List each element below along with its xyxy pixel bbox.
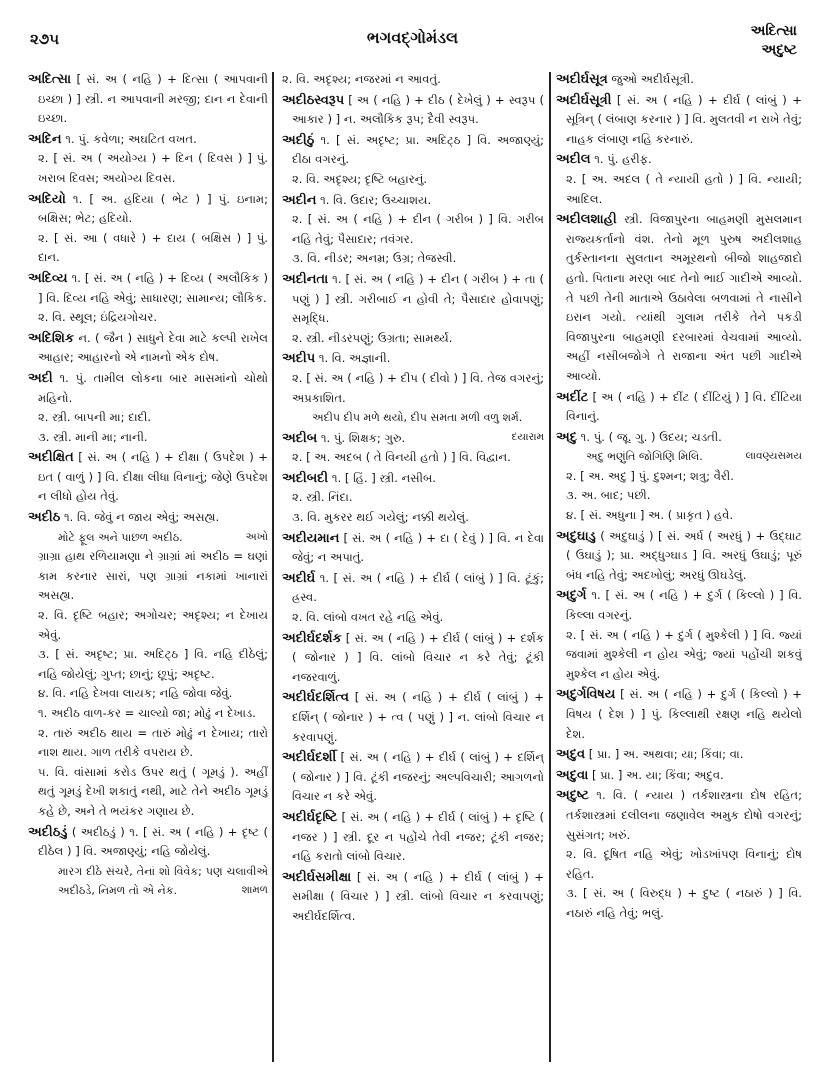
sense — [282, 349, 544, 369]
headword: અદુર્ગવિષય — [556, 687, 616, 703]
dictionary-entry — [28, 369, 268, 447]
sense — [282, 488, 544, 508]
dictionary-entry — [282, 529, 544, 568]
sense — [556, 745, 802, 765]
guide-word-last: અદુષ્ટ — [761, 42, 797, 58]
dictionary-entry — [556, 527, 802, 586]
dictionary-entry — [282, 70, 544, 90]
sense — [556, 527, 802, 586]
sense-text: ૧. [ હિં. ] સ્ત્રી. નસીબ. — [331, 470, 436, 485]
dictionary-entry — [556, 786, 802, 923]
sense-text: ૧. [ અ. હદિયા ( ભેટ ) ] પું. ઇનામ; બક્ષિસ; ભેટ; હદિયો. — [38, 191, 268, 226]
sense-text: [ પ્રા. ] અ. અથવા; યા; કિંવા; વા. — [588, 747, 744, 762]
sense-text: ૨. [ સં. અ ( અયોગ્ય ) + દિન ( દિવસ ) ] પું. ખરાબ દિવસ; અયોગ્ય દિવસ. — [38, 151, 268, 185]
dictionary-entry — [556, 766, 802, 786]
sense-text: મારગ દીઠે સંચરે, તેનાં શો વિવેક; પણ ચલાવીએ અદીઠડે, નિમળ તો એ નેક. — [58, 864, 268, 898]
sense-text: ૧. [ સં. અ ( નહિ ) + દીર્ઘ ( લાંબું ) ] વિ. ટૂંકું; હ્રસ્વ. — [292, 570, 544, 605]
sense — [28, 724, 268, 763]
sense-text: ૧. [ સં. અ ( નહિ ) + દુર્ગ ( કિલ્લો ) ] વિ. કિલ્લા વગરનું. — [566, 588, 802, 623]
sense — [556, 70, 802, 90]
headword: અદીર્ઘસૂત્ર — [556, 72, 608, 87]
column-divider — [549, 72, 551, 1062]
sense — [28, 448, 268, 507]
headword: અદીનતા — [282, 271, 329, 287]
sense-text: ૧. [ સં. અ ( નહિ ) + દિવ્ય ( અલૌકિક ) ] વિ. દિવ્ય નહિ એવું; સાધારણ; સામાન્ય; લૌકિક. — [38, 270, 268, 305]
sense-text: ૧. વિ. ( ન્યાય ) તર્કશાસ્ત્રના દોષ રહિત; તર્કશાસ્ત્રમાં દલીલના જણાવેલ અમુક દોષો વગરનું; સુસંગત; ખરું. — [566, 788, 802, 842]
sense — [28, 704, 268, 724]
sense-text: ૧. [ સં. અદૃષ્ટ; પ્રા. અદિટ્ઠ ] વિ. અજાણ્યું; દીઠા વગરનું. — [292, 132, 544, 167]
sense-text: અદુ ભણુંતિ જોગિણિ મિલિ. — [586, 450, 703, 464]
headword: અદીપ — [282, 351, 316, 367]
sense — [556, 786, 802, 845]
sense-text: ૩. [ સં. અદૃષ્ટ; પ્રા. અદિટ્ઠ ] વિ. નહિ દીઠેલું; નહિ જોયેલું; ગુપ્ત; છાનું; છૂપું; અદૃષ્ટ. — [38, 647, 268, 681]
sense — [28, 428, 268, 448]
column-middle — [282, 70, 544, 1065]
sense-text: ૧. પું. શિક્ષક; ગુરુ. — [320, 430, 406, 445]
headword: અદીબ — [282, 430, 318, 446]
sense-text: ૨. [ અ. અદુ ] પું. દુશ્મન; શત્રુ; વૈરી. — [566, 468, 734, 483]
sense — [556, 586, 802, 625]
sense — [28, 130, 268, 150]
sense — [556, 685, 802, 744]
sense — [556, 170, 802, 209]
sense-text: [ સં. અ ( નહિ ) + દીર્ઘ ( લાંબું ) + દર્શિન્ ( જોનાર ) + ત્વ ( પણું ) ] ન. લાંબો વિચાર ન કરવાપણું. — [292, 690, 544, 744]
sense — [28, 269, 268, 308]
sense-text: ૩. [ સં. અ ( વિરુદ્ધ ) + દુષ્ટ ( નઠારું ) ] વિ. નઠારું નહિ તેવું; ભલું. — [566, 886, 802, 920]
dictionary-entry — [556, 428, 802, 526]
headword: અદિવ્ય — [28, 270, 68, 286]
dictionary-entry — [28, 508, 268, 822]
sense-text: ૨. સ્ત્રી. નીડરપણું; ઉગ્રતા; સામર્થ્ય. — [292, 330, 453, 345]
sense-text: ૫. વિ. વાંસામાં કરોડ ઉપર થતું ( ગૂમડું ). અહીં થતું ગૂમડું દેખી શકાતું નથી, માટે તેને અદીઠ ગૂમડું કહે છે, અને તે ભયંકર ગણાય છે. — [38, 764, 268, 818]
guide-word-first: અદિત્સા — [750, 23, 797, 39]
sense — [282, 808, 544, 867]
sense — [282, 329, 544, 349]
sense-text: મોટે ફૂલ અને પાછળ અદીઠ. — [58, 530, 183, 544]
headword: અદીબદી — [282, 470, 329, 486]
headword: અદુવ — [556, 747, 586, 763]
headword: અદીઠડું — [28, 824, 68, 840]
sense-text: ( અદુઘાડું ) [ સં. અર્ધ ( અરધું ) + ઉદ્‌ઘાટ ( ઉઘાડું ); પ્રા. અદ્ધુગ્ઘાડ ] વિ. અરધું ઉઘાડું; પૂરું બંધ નહિ તેવું; અદખોલું; અરધું ઊઘડેલું. — [566, 528, 802, 582]
sense-text: [ સં. અ ( નહિ ) + દીક્ષા ( ઉપદેશ ) + ઇત ( વાળું ) ] વિ. દીક્ષા લીધા વિનાનું; જેણે ઉપદેશ ન લીધો હોય તેવું. — [38, 450, 268, 504]
dictionary-entry — [556, 70, 802, 90]
quote-attribution: લાવણ્યસમય — [745, 450, 802, 463]
headword: અદીયમાન — [282, 530, 340, 546]
headword: અદીર્ઘદર્શિત્વ — [282, 690, 349, 706]
headword: અદિશિક — [28, 330, 75, 346]
sense — [556, 486, 802, 506]
sense-text: [ સં. અ ( નહિ ) + દીર્ઘ ( લાંબું ) + દર્શિન્ ( જોનાર ) ] વિ. ટૂંકી નજરનું; અલ્પવિચારી; આગળનો વિચાર ન કરે એવું. — [292, 750, 544, 804]
headword: અદીર્ઘ — [282, 570, 316, 586]
sense — [282, 170, 544, 190]
sense-text: ૨. વિ. દૃષ્ટિ બહાર; અગોચર; અદૃશ્ય; ન દેખાય એવું. — [38, 608, 268, 642]
dictionary-entry — [282, 748, 544, 807]
dictionary-entry — [28, 70, 268, 129]
sense-text: ૪. વિ. નહિ દેખવા લાયક; નહિ જોવા જેવું. — [38, 686, 233, 701]
sense-text: [ સં. અ ( નહિ ) + દીર્ઘ ( લાંબું ) + દર્શક ( જોનાર ) ] વિ. લાંબો વિચાર ન કરે તેવું; ટૂંકી નજરવાળું. — [292, 630, 544, 684]
sense-text: ૧. વિ. અજ્ઞાની. — [318, 351, 391, 366]
sense — [556, 428, 802, 448]
headword: અદિન — [28, 131, 62, 147]
sense-text: ૨. વિ. લાંબો વખત રહે નહિ એવું. — [292, 610, 444, 625]
headword: અદુ — [556, 429, 577, 445]
column-divider — [272, 72, 274, 1062]
sense — [282, 868, 544, 927]
guide-words — [751, 22, 797, 60]
dictionary-entry — [28, 329, 268, 368]
sense — [28, 684, 268, 704]
page-header — [0, 18, 825, 68]
sense — [28, 190, 268, 229]
sense — [28, 329, 268, 368]
sense-text: ૪. [ સં. અધુના ] અ. ( પ્રાકૃત ) હવે. — [566, 508, 734, 523]
dictionary-entry — [282, 91, 544, 130]
sense — [282, 508, 544, 528]
dictionary-entry — [556, 388, 802, 427]
sense-text: ૨. વિ. અદૃશ્ય; દૃષ્ટિ બહારનું. — [292, 171, 428, 186]
dictionary-entry — [556, 150, 802, 209]
dictionary-entry — [556, 685, 802, 744]
sense-text: ૨. વિ. સ્થૂલ; ઇંદ્રિયગોચર. — [38, 310, 158, 325]
sense — [282, 529, 544, 568]
sense-text: ૨. [ સં. અ ( નહિ ) + દુર્ગ ( મુશ્કેલી ) ] વિ. જ્યાં જવામાં મુશ્કેલી ન હોય એવું; જ્યાં પહોંચી શકવું મુશ્કેલ ન હોય એવું. — [566, 627, 802, 681]
sense — [282, 191, 544, 211]
dictionary-entry — [282, 131, 544, 190]
sense — [282, 70, 544, 90]
dictionary-entry — [28, 130, 268, 189]
sense-text: ૧. [ સં. અ ( નહિ ) + દીન ( ગરીબ ) + તા ( પણું ) ] સ્ત્રી. ગરીબાઈ ન હોવી તે; પૈસાદાર હોવાપણું; સમૃદ્ધિ. — [292, 271, 544, 326]
sense — [556, 626, 802, 685]
sense — [282, 249, 544, 269]
sense-text: ૧. વિ. જેવું ન જાય એવું; અસહ્ય. — [63, 510, 220, 525]
page-number: ૨૭૫ — [30, 30, 60, 48]
sense — [28, 606, 268, 645]
sense — [28, 369, 268, 408]
sense-text: અદીપ દીપ મળે થયો, દીપ સમતા મળી વળુ શર્મ. — [312, 411, 523, 425]
sense-text: સ્ત્રી. વિજાપુરના બાહમણી મુસલમાન રાજ્યકર્તાનો વંશ. તેનો મૂળ પુરુષ અદીલશાહ તુર્કસ્તાનના સુલતાન અમૂરથનો બીજો શાહજાદો હતો. પિતાના મરણ બાદ તેનો ભાઈ ગાદીએ આવ્યો. તે પછી તેની માતાએ ઉઠાવેલા બળવામાં તે નાસીને ઇરાન ગયો. ત્યાંથી ગુલામ તરીકે તેને પકડી વિજાપુરના બાહમણી દરબારમાં વેચવામાં આવ્યો. અહીં નસીબજોગે તે રાજાના અંત પછી ગાદીએ આવ્યો. — [566, 212, 802, 383]
sense-text: જુઓ અદીર્ઘસૂત્રી. — [611, 72, 694, 86]
headword: અદુવા — [556, 767, 589, 783]
headword: અદીંટ — [556, 389, 589, 405]
sense-text: ગ્રાગ્રા હાથ રળિયામણા ને ગ્રાગ્રાં માં અદીઠ = ઘણાં કામ કરનાર સારાં, પણ ગ્રાગ્રાં નકામાં ખાનારાં અસહ્ય. — [38, 549, 268, 603]
sense — [556, 467, 802, 487]
book-title: ભગવદ્‌ગોમંડલ — [366, 28, 459, 47]
sense-text: ૨. [ અ. અદલ ( તે ન્યાયી હતો ) ] વિ. ન્યાયી; આદિલ. — [566, 171, 802, 206]
sense-text: ૨. તારું અદીઠ થાય = તારું મોઢું ન દેખાય; તારો નાશ થાય. ગાળ તરીકે વપરાય છે. — [38, 725, 268, 760]
sense-text: ૨. વિ. અદૃશ્ય; નજરમાં ન આવતું. — [282, 72, 441, 86]
headword: અદીન — [282, 192, 317, 208]
headword: અદીઠ — [28, 510, 61, 526]
sense — [28, 229, 268, 268]
sense — [556, 766, 802, 786]
sense — [282, 629, 544, 688]
sense-text: ૨. સ્ત્રી. નિંદા. — [292, 490, 353, 505]
sense-text: ન. ( જૈન ) સાધુને દેવા માટે કલ્પી રાખેલ આહાર; આહારનો એ નામનો એક દોષ. — [38, 330, 268, 365]
sense-text: ૩. અ. બાદ; પછી. — [566, 488, 651, 503]
sense-text: ૧. વિ. ઉદાર; ઉચ્ચાશય. — [320, 192, 432, 207]
headword: અદીર્ઘદૃષ્ટિ — [282, 809, 338, 825]
sense-text: ૧. પું. કવેળા; અઘટિત વખત. — [65, 131, 197, 146]
headword: અદીર્ઘસૂત્રી — [556, 92, 612, 108]
sense — [282, 608, 544, 628]
dictionary-entry — [282, 469, 544, 528]
sense — [556, 91, 802, 150]
sense-text: [ સં. અ ( નહિ ) + દીર્ઘ ( લાંબું ) + સમીક્ષા ( વિચાર ) ] સ્ત્રી. લાંબો વિચાર ન કરવાપણું; અદીર્ઘદર્શિત્વ. — [292, 869, 544, 923]
sense — [282, 469, 544, 489]
sense — [556, 388, 802, 427]
sense — [282, 748, 544, 807]
dictionary-entry — [282, 688, 544, 747]
quotation — [28, 528, 268, 548]
headword: અદીઠું — [282, 132, 315, 148]
sense — [556, 506, 802, 526]
sense — [282, 688, 544, 747]
sense-text: [ સં. અ ( નહિ ) + દુર્ગ ( કિલ્લો ) + વિષય ( દેશ ) ] પું. કિલ્લાથી રક્ષણ નહિ થયેલો દેશ. — [566, 687, 802, 741]
sense-text: ૩. સ્ત્રી. માની મા; નાની. — [38, 429, 148, 444]
sense — [28, 408, 268, 428]
dictionary-entry — [282, 868, 544, 927]
dictionary-entry — [282, 629, 544, 688]
sense — [28, 308, 268, 328]
sense — [28, 70, 268, 129]
dictionary-entry — [556, 586, 802, 684]
headword: અદુષ્ટ — [556, 788, 589, 804]
sense — [282, 429, 544, 449]
sense-text: ( અદીઠડું ) ૧. [ સં. અ ( નહિ ) + દૃષ્ટ ( દીઠેલ ) ] વિ. અજાણ્યું; નહિ જોયેલું. — [38, 824, 268, 859]
quotation — [556, 447, 802, 467]
dictionary-entry — [28, 448, 268, 507]
sense-text: ૧. પું. તામીલ લોકના બાર માસમાંનો ચોથો મહિનો. — [38, 370, 268, 405]
headword: અદુર્ગ — [556, 588, 587, 604]
sense-text: ૨. [ સં. અ ( નહિ ) + દીપ ( દીવો ) ] વિ. તેજ વગરનું; અપ્રકાશિત. — [292, 370, 544, 405]
sense-text: ૨. [ અ. અદબ ( તે વિનયી હતો ) ] વિ. વિદ્વાન. — [292, 450, 511, 465]
quotation — [28, 862, 268, 901]
dictionary-entry — [556, 745, 802, 765]
dictionary-entry — [28, 823, 268, 901]
headword: અદિત્સા — [28, 72, 72, 87]
dictionary-entry — [282, 191, 544, 269]
sense-text: [ અ ( નહિ ) + દીંટ ( દીંટિયું ) ] વિ. દીંટિયા વિનાનું. — [566, 389, 802, 424]
sense-text: ૧. પું. ( જૂ. ગુ. ) ઉદય; ચડતી. — [580, 429, 722, 444]
sense — [28, 508, 268, 528]
headword: અદીક્ષિત — [28, 450, 74, 466]
sense-text: ૩. વિ. મુકરર થઈ ગયેલું; નક્કી થયેલું. — [292, 510, 469, 525]
headword: અદીર્ઘસમીક્ષા — [282, 869, 352, 885]
sense-text: [ અ ( નહિ ) + દીઠ ( દેખેલું ) + સ્વરૂપ ( આકાર ) ] ન. અલૌકિક રૂપ; દૈવી સ્વરૂપ. — [292, 92, 544, 127]
sense-text: ૨. [ સં. આ ( વધારે ) + દાય ( બક્ષિસ ) ] પું. દાન. — [38, 230, 268, 265]
sense-text: ૨. વિ. દૂષિત નહિ એવું; ખોડખાંપણ વિનાનું; દોષ રહિત. — [566, 847, 802, 881]
sense — [282, 210, 544, 249]
sense — [556, 150, 802, 170]
headword: અદીલશાહી — [556, 212, 617, 228]
sense-text: ૧. અદીઠ વાળ-કર = ચાલ્યો જા; મોઢું ન દેખાડ. — [38, 706, 256, 720]
dictionary-entry — [282, 569, 544, 628]
sense-text: ૨. [ સં. અ ( નહિ ) + દીન ( ગરીબ ) ] વિ. ગરીબ નહિ તેવું; પૈસાદાર; તવંગર. — [292, 212, 544, 246]
sense — [28, 763, 268, 822]
headword: અદીઠસ્વરૂપ — [282, 92, 345, 108]
quote-attribution: દયારામ — [511, 430, 544, 443]
sense — [28, 823, 268, 862]
sense — [282, 131, 544, 170]
sense-text: [ સં. અ ( નહિ ) + દા ( દેવું ) ] વિ. ન દેવા જેવું; ન અપાતું. — [292, 530, 544, 565]
sense — [28, 149, 268, 188]
sense — [556, 845, 802, 884]
dictionary-entry — [282, 429, 544, 468]
headword: અદુઘાડુ — [556, 528, 596, 544]
headword: અદી — [28, 370, 53, 386]
sense — [28, 547, 268, 606]
headword: અદીર્ઘદર્શક — [282, 630, 342, 646]
column-right — [556, 70, 802, 1065]
sense-text: [ પ્રા. ] અ. યા; કિંવા; અદુવ. — [591, 767, 724, 782]
dictionary-entry — [282, 808, 544, 867]
dictionary-entry — [28, 269, 268, 328]
sense-text: ૧. પું. હરીફ. — [594, 152, 652, 167]
sense — [556, 884, 802, 923]
sense — [282, 270, 544, 329]
headword: અદીલ — [556, 152, 591, 168]
sense-text: [ સં. અ ( નહિ ) + દિત્સા ( આપવાની ઇચ્છા ) ] સ્ત્રી. ન આપવાની મરજી; દાન ન દેવાની ઇચ્છા. — [38, 72, 268, 126]
dictionary-entry — [28, 190, 268, 268]
sense — [282, 569, 544, 608]
quote-attribution: શામળ — [241, 884, 268, 897]
sense — [28, 645, 268, 684]
sense — [282, 91, 544, 130]
sense — [556, 210, 802, 386]
sense — [282, 369, 544, 408]
dictionary-entry — [556, 210, 802, 386]
quote-attribution: અખો — [245, 530, 268, 543]
sense-text: ૨. સ્ત્રી. બાપની મા; દાદી. — [38, 410, 152, 425]
column-left — [28, 70, 268, 1065]
sense-text: [ સં. અ ( નહિ ) + દીર્ઘ ( લાંબું ) + દૃષ્ટિ ( નજર ) ] સ્ત્રી. દૂર ન પહોંચે તેવી નજર; ટૂંકી નજર; નહિ કરાતો લાંબો વિચાર. — [292, 809, 544, 864]
headword: અદીર્ઘદર્શી — [282, 750, 337, 766]
sense — [282, 448, 544, 468]
dictionary-entry — [556, 91, 802, 150]
dictionary-entry — [282, 270, 544, 348]
sense-text: ૩. વિ. નીડર; અનમ્ર; ઉગ્ર; તેજસ્વી. — [292, 251, 457, 266]
sense-text: [ સં. અ ( નહિ ) + દીર્ઘ ( લાંબું ) + સૂત્રિન્ ( લંબાણ કરનાર ) ] વિ. મુલતવી ન રાખે તેવું; નાહક લંબાણ નહિ કરનારું. — [566, 92, 802, 146]
headword: અદિયો — [28, 191, 66, 207]
